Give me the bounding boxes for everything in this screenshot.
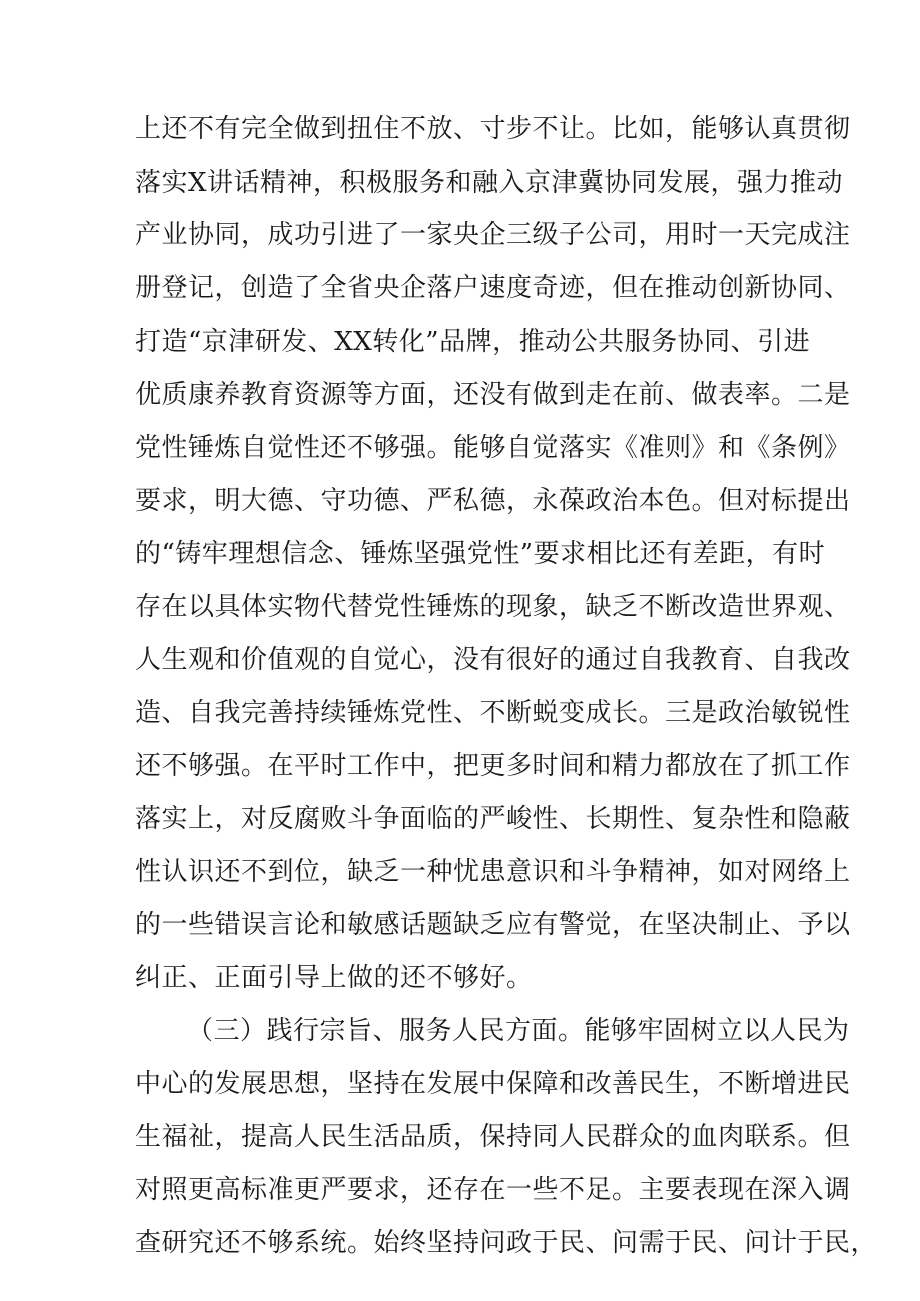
paragraph-heading-line: （三）践行宗旨、服务人民方面。能够牢固树立以人民为 [187,1016,850,1046]
text-line: 查研究还不够系统。始终坚持问政于民、问需于民、问计于民， [135,1228,878,1258]
text-line: 人生观和价值观的自觉心，没有很好的通过自我教育、自我改 [135,645,851,675]
text-line: 中心的发展思想，坚持在发展中保障和改善民生，不断增进民 [135,1069,851,1099]
text-line: 生福祉，提高人民生活品质，保持同人民群众的血肉联系。但 [135,1122,851,1152]
text-line: 落实X讲话精神，积极服务和融入京津冀协同发展，强力推动 [135,168,844,198]
text-line: 的一些错误言论和敏感话题缺乏应有警觉，在坚决制止、予以 [135,910,851,940]
text-line: 打造“京津研发、XX转化”品牌，推动公共服务协同、引进 [135,327,811,357]
text-line: 上还不有完全做到扭住不放、寸步不让。比如，能够认真贯彻 [135,114,851,144]
text-line: 党性锤炼自觉性还不够强。能够自觉落实《准则》和《条例》 [135,433,851,463]
text-line: 落实上，对反腐败斗争面临的严峻性、长期性、复杂性和隐蔽 [135,804,851,834]
text-line: 造、自我完善持续锤炼党性、不断蜕变成长。三是政治敏锐性 [135,698,851,728]
text-line: 产业协同，成功引进了一家央企三级子公司，用时一天完成注 [135,220,851,250]
text-line: 还不够强。在平时工作中，把更多时间和精力都放在了抓工作 [135,751,851,781]
text-line: 册登记，创造了全省央企落户速度奇迹，但在推动创新协同、 [135,273,851,303]
text-line: 的“铸牢理想信念、锤炼坚强党性”要求相比还有差距，有时 [135,539,826,569]
text-line: 对照更高标准更严要求，还存在一些不足。主要表现在深入调 [135,1175,851,1205]
text-line: 存在以具体实物代替党性锤炼的现象，缺乏不断改造世界观、 [135,592,851,622]
text-line: 优质康养教育资源等方面，还没有做到走在前、做表率。二是 [135,380,851,410]
text-line: 性认识还不到位，缺乏一种忧患意识和斗争精神，如对网络上 [135,857,851,887]
text-line: 纠正、正面引导上做的还不够好。 [135,963,533,993]
text-line: 要求，明大德、守功德、严私德，永葆政治本色。但对标提出 [135,486,851,516]
